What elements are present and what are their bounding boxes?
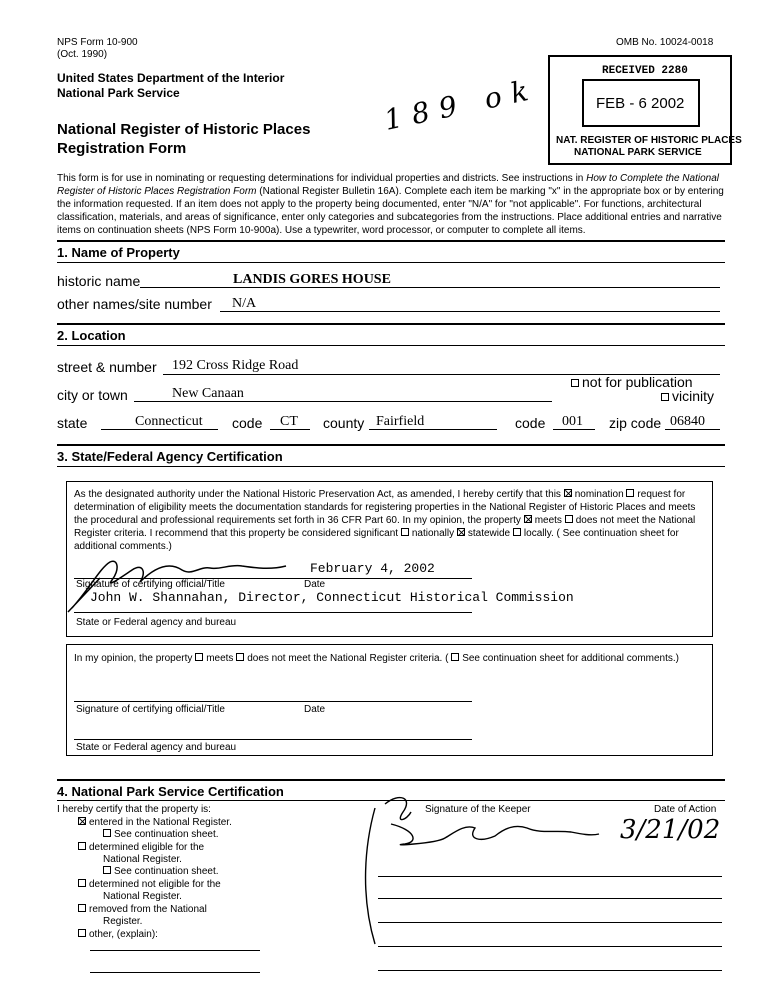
section-1-heading: 1. Name of Property [57, 245, 180, 260]
entered-option[interactable]: entered in the National Register. [78, 817, 232, 829]
service-name: National Park Service [57, 86, 180, 100]
keeper-label: Signature of the Keeper [425, 804, 531, 815]
form-number: NPS Form 10-900 [57, 37, 138, 48]
see-continuation-1-checkbox[interactable] [103, 829, 111, 837]
nomination-checkbox[interactable] [564, 489, 572, 497]
determined-eligible-checkbox[interactable] [78, 842, 86, 850]
other-names-value: N/A [232, 296, 257, 311]
locally-checkbox[interactable] [513, 528, 521, 536]
instructions-paragraph: This form is for use in nominating or requesting determinations for individual properties and districts. See instructions in How to Complete the National Register of Historic Places Registration Form (National Register Bulletin 16A). Complete each item be marking "x" in the appropriate box or by entering the information requested. If an item does not apply to the property being documented, enter "N/A" for "not applicable". For functions, architectural classification, materials, and areas of significance, enter only categories and subcategories from the instructions. Place additional entries and narrative items on continuation sheets (NPS Form 10-900a). Use a typewriter, word processor, or computer to complete all items. [57, 173, 724, 236]
form-title: National Register of Historic Places [57, 121, 311, 138]
other-option[interactable]: other, (explain): [78, 929, 158, 941]
historic-name-value: LANDIS GORES HOUSE [233, 272, 391, 287]
omb-number: OMB No. 10024-0018 [616, 37, 714, 48]
county-code-value: 001 [562, 414, 583, 429]
zip-value: 06840 [670, 414, 705, 429]
street-label: street & number [57, 359, 157, 375]
street-value: 192 Cross Ridge Road [172, 358, 299, 373]
section-2-heading: 2. Location [57, 328, 126, 343]
stamp-received: RECEIVED 2280 [602, 65, 688, 77]
vicinity[interactable]: vicinity [661, 388, 714, 404]
determined-not-eligible-option[interactable]: determined not eligible for the [78, 879, 221, 891]
zip-label: zip code [609, 415, 662, 431]
stamp-date-box [582, 79, 700, 127]
entered-checkbox[interactable] [78, 817, 86, 825]
date-of-action-value: 3/21/02 [620, 815, 721, 845]
county-code-label: code [515, 415, 546, 431]
removed-checkbox[interactable] [78, 904, 86, 912]
received-stamp [548, 55, 742, 165]
certifying-official-name: John W. Shannahan, Director, Connecticut Historical Commission [90, 590, 574, 605]
not-for-publication[interactable]: not for publication [571, 374, 693, 390]
opinion-text: In my opinion, the property meets does not meet the National Register criteria. ( See continuation sheet for additional comments.) [74, 653, 679, 664]
form-date: (Oct. 1990) [57, 49, 108, 60]
keeper-signature [355, 784, 605, 954]
meets-checkbox[interactable] [524, 515, 532, 523]
form-subtitle: Registration Form [57, 140, 187, 157]
determined-eligible-option[interactable]: determined eligible for the [78, 842, 204, 854]
stamp-date: FEB - 6 2002 [596, 95, 685, 112]
date-label-1: Date [304, 579, 326, 590]
stamp-line-1: NAT. REGISTER OF HISTORIC PLACES [556, 135, 742, 146]
signature-label-2: Signature of certifying official/Title [76, 704, 225, 715]
department-name: United States Department of the Interior [57, 71, 285, 85]
section-3-heading: 3. State/Federal Agency Certification [57, 449, 283, 464]
determined-not-eligible-checkbox[interactable] [78, 879, 86, 887]
handwritten-note: 189 ok [381, 72, 541, 137]
historic-name-label: historic name [57, 273, 141, 289]
county-value: Fairfield [376, 414, 425, 429]
section-4-heading: 4. National Park Service Certification [57, 784, 284, 799]
state-code-value: CT [280, 414, 298, 429]
opinion-continuation-checkbox[interactable] [451, 653, 459, 661]
signature-label-1: Signature of certifying official/Title [76, 579, 225, 590]
city-label: city or town [57, 387, 128, 403]
statewide-checkbox[interactable] [457, 528, 465, 536]
does-not-meet-checkbox[interactable] [565, 515, 573, 523]
date-label-2: Date [304, 704, 326, 715]
see-continuation-2-checkbox[interactable] [103, 866, 111, 874]
not-for-publication-checkbox[interactable] [571, 379, 579, 387]
removed-line2: Register. [103, 916, 143, 927]
request-checkbox[interactable] [626, 489, 634, 497]
state-value: Connecticut [135, 414, 203, 429]
see-continuation-1[interactable]: See continuation sheet. [103, 829, 219, 841]
other-names-label: other names/site number [57, 296, 212, 312]
vicinity-checkbox[interactable] [661, 393, 669, 401]
state-signature-date: February 4, 2002 [310, 561, 435, 576]
opinion-meets-checkbox[interactable] [195, 653, 203, 661]
state-code-label: code [232, 415, 263, 431]
determined-not-eligible-line2: National Register. [103, 891, 182, 902]
agency-label-2: State or Federal agency and bureau [76, 742, 237, 753]
opinion-does-not-meet-checkbox[interactable] [236, 653, 244, 661]
city-value: New Canaan [172, 386, 244, 401]
stamp-line-2: NATIONAL PARK SERVICE [574, 147, 702, 158]
county-label: county [323, 415, 365, 431]
see-continuation-2[interactable]: See continuation sheet. [103, 866, 219, 878]
date-of-action-label: Date of Action [654, 804, 717, 815]
state-label: state [57, 415, 88, 431]
removed-option[interactable]: removed from the National [78, 904, 207, 916]
other-checkbox[interactable] [78, 929, 86, 937]
other-names-line [220, 311, 720, 312]
agency-label-1: State or Federal agency and bureau [76, 617, 237, 628]
determined-eligible-line2: National Register. [103, 854, 182, 865]
certify-intro: I hereby certify that the property is: [57, 804, 211, 815]
certification-text: As the designated authority under the National Historic Preservation Act, as amended, I hereby certify that this nomination request for determination of eligibility meets the documentation standards for registering properties in the National Register of Historic Places and meets the procedural and professional requirements set forth in 36 CFR Part 60. In my opinion, the property meets does not meet the National Register criteria. I recommend that this property be considered significant nationally statewide locally. ( See continuation sheet for additional comments.) [74, 489, 696, 552]
nationally-checkbox[interactable] [401, 528, 409, 536]
historic-name-line [140, 287, 720, 288]
